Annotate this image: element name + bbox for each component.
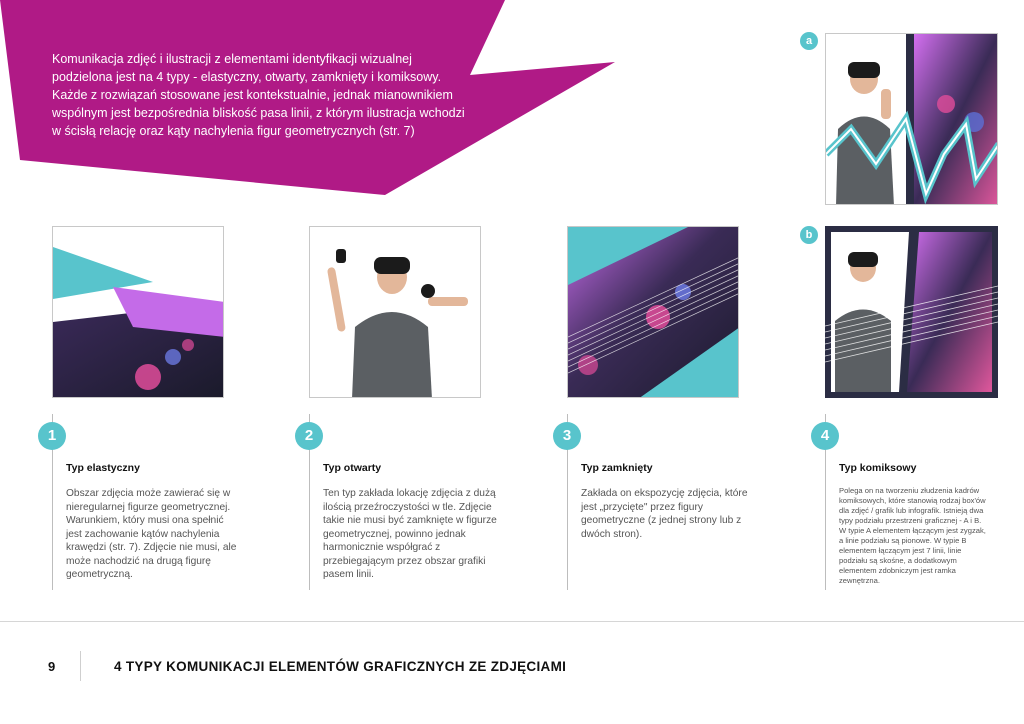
- type-number-2: 2: [295, 422, 323, 450]
- footer-divider: [0, 621, 1024, 622]
- image-comic-type-b: [825, 226, 998, 398]
- type-number-3: 3: [553, 422, 581, 450]
- type-number-4: 4: [811, 422, 839, 450]
- type-title-1: Typ elastyczny: [66, 462, 140, 474]
- type-description-1: Obszar zdjęcia może zawierać się w nieregularnej figurze geometrycznej. Warunkiem, który musi ona spełnić jest zachowanie kątów nachylenia krawędzi (str. 7). Zdjęcie nie musi, ale może nachodzić na drugą figurę geometryczną.: [66, 488, 237, 580]
- page-number: 9: [48, 659, 56, 674]
- type-description-3: Zakłada on ekspozycję zdjęcia, które jest „przycięte" przez figury geometryczne (z jednej strony lub z dwóch stron).: [581, 488, 748, 540]
- type-number-1: 1: [38, 422, 66, 450]
- type-title-2: Typ otwarty: [323, 462, 382, 474]
- type-title-3: Typ zamknięty: [581, 462, 653, 474]
- type-description-2: Ten typ zakłada lokację zdjęcia z dużą ilością przeźroczystości w tle. Zdjęcie takie nie musi być zamknięte w figurze geometrycznej, powinno jednak harmonicznie współgrać z przebiegającym przez obszar grafiki pasem linii.: [323, 488, 497, 580]
- image-open-type: [309, 226, 481, 398]
- footer-separator: [80, 651, 81, 681]
- variant-b-badge: b: [800, 226, 818, 244]
- image-comic-type-a: [825, 33, 998, 205]
- type-description-4: Polega on na tworzeniu złudzenia kadrów komiksowych, które stanowią rodzaj box'ów dla zdjęć / grafik lub infografik. Istnieją dwa typy podziału przestrzeni graficznej - A i B. W typie A elementem łączącym jest zygzak, a linie podziału są pionowe. W typie B elementem łączącym jest 7 linii, linie podziału są skośne, a dodatkowym elementem zdobniczym jest ramka zewnętrzna.: [839, 486, 986, 585]
- footer-title: 4 TYPY KOMUNIKACJI ELEMENTÓW GRAFICZNYCH ZE ZDJĘCIAMI: [114, 659, 567, 674]
- image-flexible-type: [52, 226, 224, 398]
- variant-a-badge: a: [800, 32, 818, 50]
- intro-text: Komunikacja zdjęć i ilustracji z elementami identyfikacji wizualnej podzielona jest na 4 typy - elastyczny, otwarty, zamknięty i komiksowy. Każde z rozwiązań stosowane jest kontekstualnie, jednak mianownikiem wspólnym jest bezpośrednia bliskość pasa linii, z którym ilustracja wchodzi w ścisłą relację oraz kąty nachylenia figur geometrycznych (str. 7): [52, 52, 465, 138]
- type-title-4: Typ komiksowy: [839, 462, 917, 474]
- image-closed-type: [567, 226, 739, 398]
